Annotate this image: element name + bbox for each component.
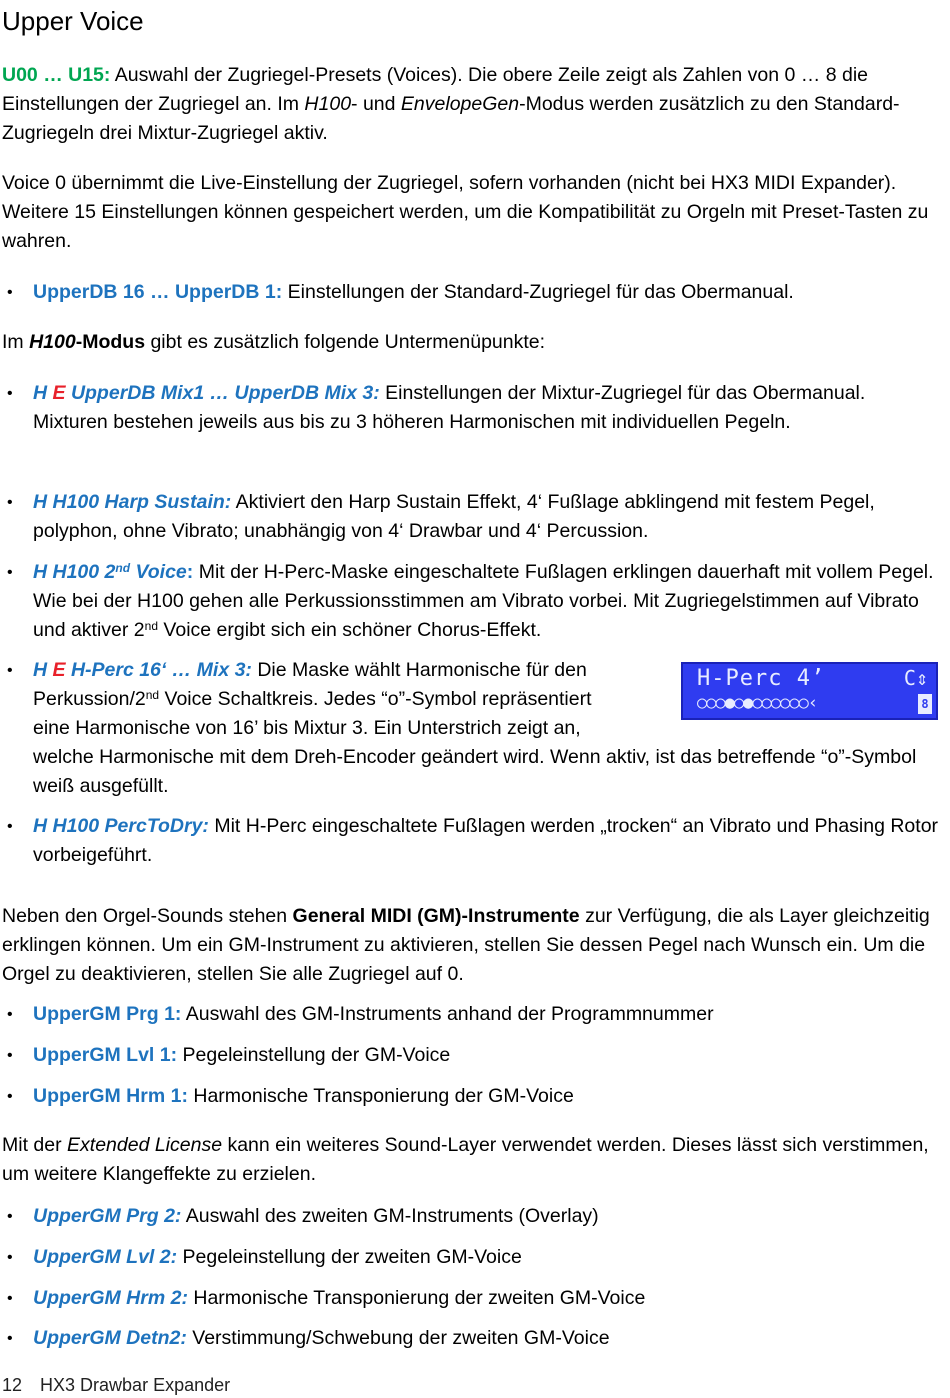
paragraph-extended-license: Mit der Extended License kann ein weiteres Sound-Layer verwendet werden. Dieses lässt sich verstimmen, um weitere Klangeffekte zu erzielen. (2, 1134, 929, 1185)
list-item-perctodry: H H100 PercToDry: Mit H-Perc eingeschaltete Fußlagen werden „trocken“ an Vibrato und Phasing Rotor vorbeigeführt. (33, 815, 939, 866)
bullet: • (7, 284, 13, 301)
bullet: • (7, 564, 13, 581)
lcd-harmonics-mask: ○○○●○●○○○○○○‹ (697, 693, 818, 713)
list-item-upperdb: UpperDB 16 … UpperDB 1: Einstellungen der Standard-Zugriegel für das Obermanual. (33, 281, 794, 303)
list-item-2nd-voice: H H100 2nd Voice: Mit der H-Perc-Maske eingeschaltete Fußlagen erklingen dauerhaft mit vollem Pegel. Wie bei der H100 gehen alle Perkussionsstimmen am Vibrato vorbei. Mit Zugriegelstimmen auf Vibrato und aktiver 2nd Voice ergibt sich ein schöner Chorus-Effekt. (33, 561, 934, 641)
bullet: • (7, 1330, 13, 1347)
bullet: • (7, 1290, 13, 1307)
list-item-gm-lvl1: UpperGM Lvl 1: Pegeleinstellung der GM-Voice (33, 1044, 451, 1066)
footer-title: HX3 Drawbar Expander (40, 1375, 231, 1395)
bullet: • (7, 1088, 13, 1105)
list-item-gm-hrm2: UpperGM Hrm 2: Harmonische Transponierung der zweiten GM-Voice (33, 1287, 646, 1309)
lcd-value-box: 8 (918, 694, 932, 714)
list-item-h-perc: H E H-Perc 16‘ … Mix 3: Die Maske wählt Harmonische für den Perkussion/2nd Voice Schaltkreis. Jedes “o”-Symbol repräsentiert eine Harmonische von 16’ bis Mixtur 3. Ein Unterstrich zeigt an, welche Harmonische mit dem Dreh-Encoder geändert wird. Wenn aktiv, ist das betreffende “o”-Symbol weiß ausgefüllt. (33, 659, 917, 797)
page-footer (2, 1375, 248, 1396)
lcd-indicator: C⇕ (903, 666, 928, 690)
bullet: • (7, 1047, 13, 1064)
bullet: • (7, 494, 13, 511)
paragraph-gm: Neben den Orgel-Sounds stehen General MIDI (GM)-Instrumente zur Verfügung, die als Layer gleichzeitig erklingen können. Um ein GM-Instrument zu aktivieren, stellen Sie dessen Pegel nach Wunsch ein. Um die Orgel zu deaktivieren, stellen Sie alle Zugriegel auf 0. (2, 905, 930, 985)
list-item-gm-lvl2: UpperGM Lvl 2: Pegeleinstellung der zweiten GM-Voice (33, 1246, 522, 1268)
list-item-gm-hrm1: UpperGM Hrm 1: Harmonische Transponierung der GM-Voice (33, 1085, 574, 1107)
paragraph-u00: U00 … U15: Auswahl der Zugriegel-Presets (Voices). Die obere Zeile zeigt als Zahlen von 0 … 8 die Einstellungen der Zugriegel an. Im H100- und EnvelopeGen-Modus werden zusätzlich zu den Standard-Zugriegeln drei Mixtur-Zugriegel aktiv. (2, 64, 900, 144)
paragraph-h100-modus: Im H100-Modus gibt es zusätzlich folgende Untermenüpunkte: (2, 331, 546, 353)
bullet: • (7, 385, 13, 402)
list-item-gm-prg1: UpperGM Prg 1: Auswahl des GM-Instruments anhand der Programmnummer (33, 1003, 714, 1025)
page-number: 12 (2, 1375, 23, 1395)
list-item-mix: H E UpperDB Mix1 … UpperDB Mix 3: Einstellungen der Mixtur-Zugriegel für das Obermanual. Mixturen bestehen jeweils aus bis zu 3 höheren Harmonischen mit individuellen Pegeln. (33, 382, 866, 433)
list-item-gm-prg2: UpperGM Prg 2: Auswahl des zweiten GM-Instruments (Overlay) (33, 1205, 599, 1227)
bullet: • (7, 1006, 13, 1023)
lcd-top-line: H-Perc 4’ (697, 666, 826, 691)
bullet: • (7, 818, 13, 835)
paragraph-voice0: Voice 0 übernimmt die Live-Einstellung der Zugriegel, sofern vorhanden (nicht bei HX3 MIDI Expander). Weitere 15 Einstellungen können gespeichert werden, um die Kompatibilität zu Orgeln mit Preset-Tasten zu wahren. (2, 172, 929, 252)
section-title: Upper Voice (2, 6, 144, 36)
bullet: • (7, 1249, 13, 1266)
list-item-gm-detn2: UpperGM Detn2: Verstimmung/Schwebung der zweiten GM-Voice (33, 1327, 610, 1349)
lcd-display (681, 662, 938, 720)
bullet: • (7, 662, 13, 679)
bullet: • (7, 1208, 13, 1225)
list-item-harp-sustain: H H100 Harp Sustain: Aktiviert den Harp Sustain Effekt, 4‘ Fußlage abklingend mit festem Pegel, polyphon, ohne Vibrato; unabhängig von 4‘ Drawbar und 4‘ Percussion. (33, 491, 875, 542)
